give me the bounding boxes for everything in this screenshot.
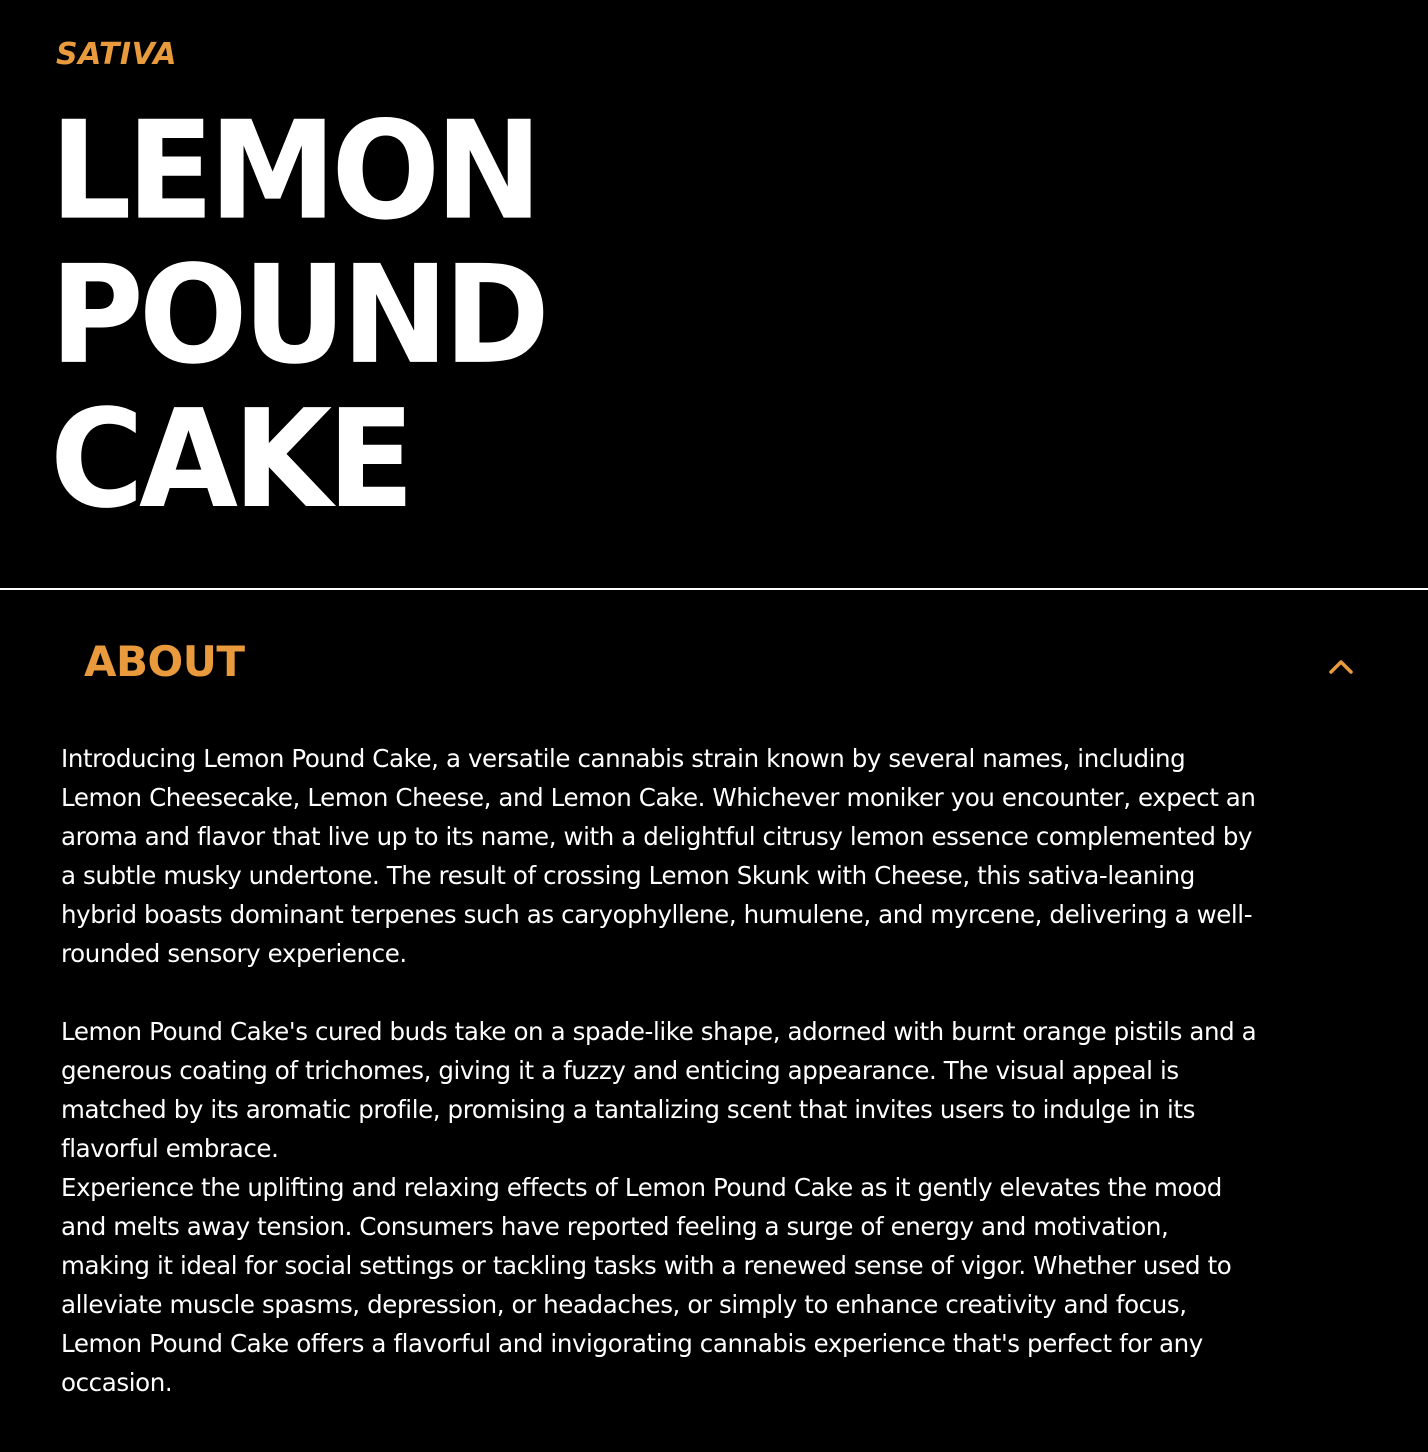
chevron-up-icon[interactable] <box>1326 652 1356 682</box>
product-title-line: LEMON <box>50 92 538 251</box>
about-paragraph: Lemon Pound Cake's cured buds take on a spade-like shape, adorned with burnt orange pistils and a generous coating of trichomes, giving it a fuzzy and enticing appearance. The visual appeal is matched by its aromatic profile, promising a tantalizing scent that invites users to indulge in its flavorful embrace. <box>61 1017 1257 1163</box>
product-title-line: POUND <box>50 236 545 395</box>
section-divider <box>0 588 1428 590</box>
strain-type-label: SATIVA <box>56 37 177 72</box>
product-title <box>50 92 545 539</box>
about-paragraph: Introducing Lemon Pound Cake, a versatile cannabis strain known by several names, including Lemon Cheesecake, Lemon Cheese, and Lemon Cake. Whichever moniker you encounter, expect an aroma and flavor that live up to its name, with a delightful citrusy lemon essence complemented by a subtle musky undertone. The result of crossing Lemon Skunk with Cheese, this sativa-leaning hybrid boasts dominant terpenes such as caryophyllene, humulene, and myrcene, delivering a well-rounded sensory experience. <box>61 744 1256 968</box>
product-hero <box>0 0 1428 589</box>
product-title-line: CAKE <box>50 380 410 539</box>
about-paragraph: Experience the uplifting and relaxing effects of Lemon Pound Cake as it gently elevates the mood and melts away tension. Consumers have reported feeling a surge of energy and motivation, making it ideal for social settings or tackling tasks with a renewed sense of vigor. Whether used to alleviate muscle spasms, depression, or headaches, or simply to enhance creativity and focus, Lemon Pound Cake offers a flavorful and invigorating cannabis experience that's perfect for any occasion. <box>61 1173 1232 1397</box>
about-heading: ABOUT <box>84 637 245 686</box>
about-content <box>61 739 1261 1402</box>
about-accordion-toggle[interactable] <box>0 600 1428 724</box>
